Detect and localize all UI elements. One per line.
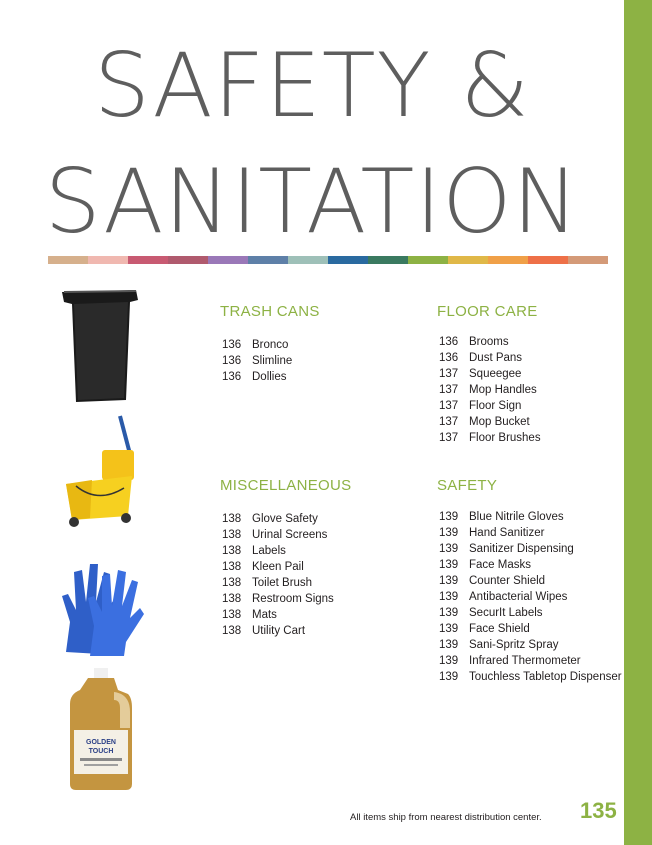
footer-note: All items ship from nearest distribution center. — [350, 812, 542, 823]
list-item-page: 139 — [439, 559, 459, 571]
list-item-label: Infrared Thermometer — [469, 655, 581, 667]
list-item-page: 137 — [439, 400, 459, 412]
list-item-page: 138 — [222, 545, 242, 557]
list-item-label: Mop Bucket — [469, 416, 530, 428]
list-item-label: Brooms — [469, 336, 509, 348]
list-item-page: 138 — [222, 593, 242, 605]
stripe-segment — [408, 256, 448, 264]
trash-cans-list — [222, 337, 292, 385]
list-item-page: 138 — [222, 625, 242, 637]
jug-label-line1: GOLDEN — [86, 739, 116, 746]
list-item-page: 136 — [439, 336, 459, 348]
list-item-page: 139 — [439, 607, 459, 619]
list-item-page: 139 — [439, 671, 459, 683]
list-item — [222, 337, 292, 353]
list-item-page: 136 — [222, 371, 242, 383]
list-item-label: Sani-Spritz Spray — [469, 639, 559, 651]
list-item-label: Antibacterial Wipes — [469, 591, 568, 603]
list-item-page: 139 — [439, 655, 459, 667]
list-item-page: 138 — [222, 609, 242, 621]
list-item-label: Squeegee — [469, 368, 522, 380]
list-item-page: 138 — [222, 513, 242, 525]
stripe-segment — [168, 256, 208, 264]
list-item-page: 139 — [439, 639, 459, 651]
list-item-label: Utility Cart — [252, 625, 306, 637]
list-item-label: Dust Pans — [469, 352, 523, 364]
list-item-label: Restroom Signs — [252, 593, 334, 605]
list-item-label: Dollies — [252, 371, 287, 383]
stripe-segment — [288, 256, 328, 264]
mop-bucket-image — [62, 414, 142, 530]
stripe-segment — [368, 256, 408, 264]
list-item — [222, 575, 334, 591]
list-item — [439, 669, 622, 685]
list-item — [439, 430, 541, 446]
list-item — [439, 525, 622, 541]
list-item — [439, 398, 541, 414]
list-item — [439, 334, 541, 350]
stripe-segment — [328, 256, 368, 264]
safety-list — [439, 509, 622, 685]
stripe-segment — [88, 256, 128, 264]
list-item — [439, 350, 541, 366]
list-item-label: Mop Handles — [469, 384, 537, 396]
list-item-label: Toilet Brush — [252, 577, 313, 589]
stripe-segment — [528, 256, 568, 264]
list-item — [439, 653, 622, 669]
list-item-page: 136 — [222, 339, 242, 351]
section-heading-trash-cans: TRASH CANS — [220, 303, 320, 320]
list-item — [222, 607, 334, 623]
list-item-label: Kleen Pail — [252, 561, 304, 573]
list-item-page: 138 — [222, 561, 242, 573]
stripe-segment — [48, 256, 88, 264]
list-item-page: 139 — [439, 511, 459, 523]
list-item — [222, 369, 292, 385]
list-item-label: Hand Sanitizer — [469, 527, 545, 539]
list-item — [222, 591, 334, 607]
list-item-page: 137 — [439, 416, 459, 428]
stripe-segment — [248, 256, 288, 264]
list-item — [222, 527, 334, 543]
list-item-label: Bronco — [252, 339, 289, 351]
list-item-label: Slimline — [252, 355, 293, 367]
list-item-page: 138 — [222, 529, 242, 541]
list-item-label: Floor Brushes — [469, 432, 541, 444]
list-item — [222, 623, 334, 639]
list-item-label: SecurIt Labels — [469, 607, 543, 619]
list-item — [439, 637, 622, 653]
list-item — [439, 366, 541, 382]
list-item-page: 139 — [439, 623, 459, 635]
list-item — [439, 382, 541, 398]
page-title-line1: SAFETY & — [93, 34, 530, 137]
sanitizer-jug-image — [68, 668, 134, 792]
list-item-page: 139 — [439, 591, 459, 603]
list-item-label: Urinal Screens — [252, 529, 328, 541]
list-item — [222, 511, 334, 527]
list-item-page: 138 — [222, 577, 242, 589]
list-item — [439, 573, 622, 589]
list-item-page: 137 — [439, 432, 459, 444]
list-item-label: Mats — [252, 609, 277, 621]
list-item-label: Touchless Tabletop Dispenser — [469, 671, 622, 683]
trash-can-image — [60, 288, 140, 406]
list-item — [439, 605, 622, 621]
list-item — [439, 557, 622, 573]
stripe-segment — [448, 256, 488, 264]
list-item — [439, 621, 622, 637]
list-item — [439, 589, 622, 605]
stripe-segment — [568, 256, 608, 264]
list-item — [439, 509, 622, 525]
list-item-page: 139 — [439, 543, 459, 555]
jug-label-line2: TOUCH — [88, 748, 114, 755]
list-item-page: 139 — [439, 527, 459, 539]
list-item-label: Face Shield — [469, 623, 530, 635]
list-item — [222, 543, 334, 559]
floor-care-list — [439, 334, 541, 446]
list-item-label: Blue Nitrile Gloves — [469, 511, 564, 523]
list-item — [439, 541, 622, 557]
page-title-line2: SANITATION — [44, 150, 580, 253]
list-item-label: Floor Sign — [469, 400, 522, 412]
list-item — [222, 559, 334, 575]
miscellaneous-list — [222, 511, 334, 639]
blue-gloves-image — [60, 552, 144, 658]
color-stripe-divider — [48, 256, 608, 264]
section-heading-safety: SAFETY — [437, 477, 498, 494]
list-item-page: 136 — [222, 355, 242, 367]
section-heading-floor-care: FLOOR CARE — [437, 303, 538, 320]
list-item-page: 136 — [439, 352, 459, 364]
list-item-label: Counter Shield — [469, 575, 546, 587]
list-item-page: 137 — [439, 368, 459, 380]
page-number: 135 — [580, 798, 617, 823]
list-item-page: 137 — [439, 384, 459, 396]
list-item-label: Face Masks — [469, 559, 531, 571]
list-item-label: Labels — [252, 545, 286, 557]
stripe-segment — [128, 256, 168, 264]
list-item-page: 139 — [439, 575, 459, 587]
stripe-segment — [488, 256, 528, 264]
list-item-label: Glove Safety — [252, 513, 318, 525]
section-heading-miscellaneous: MISCELLANEOUS — [220, 477, 352, 494]
list-item — [439, 414, 541, 430]
stripe-segment — [208, 256, 248, 264]
list-item-label: Sanitizer Dispensing — [469, 543, 574, 555]
list-item — [222, 353, 292, 369]
